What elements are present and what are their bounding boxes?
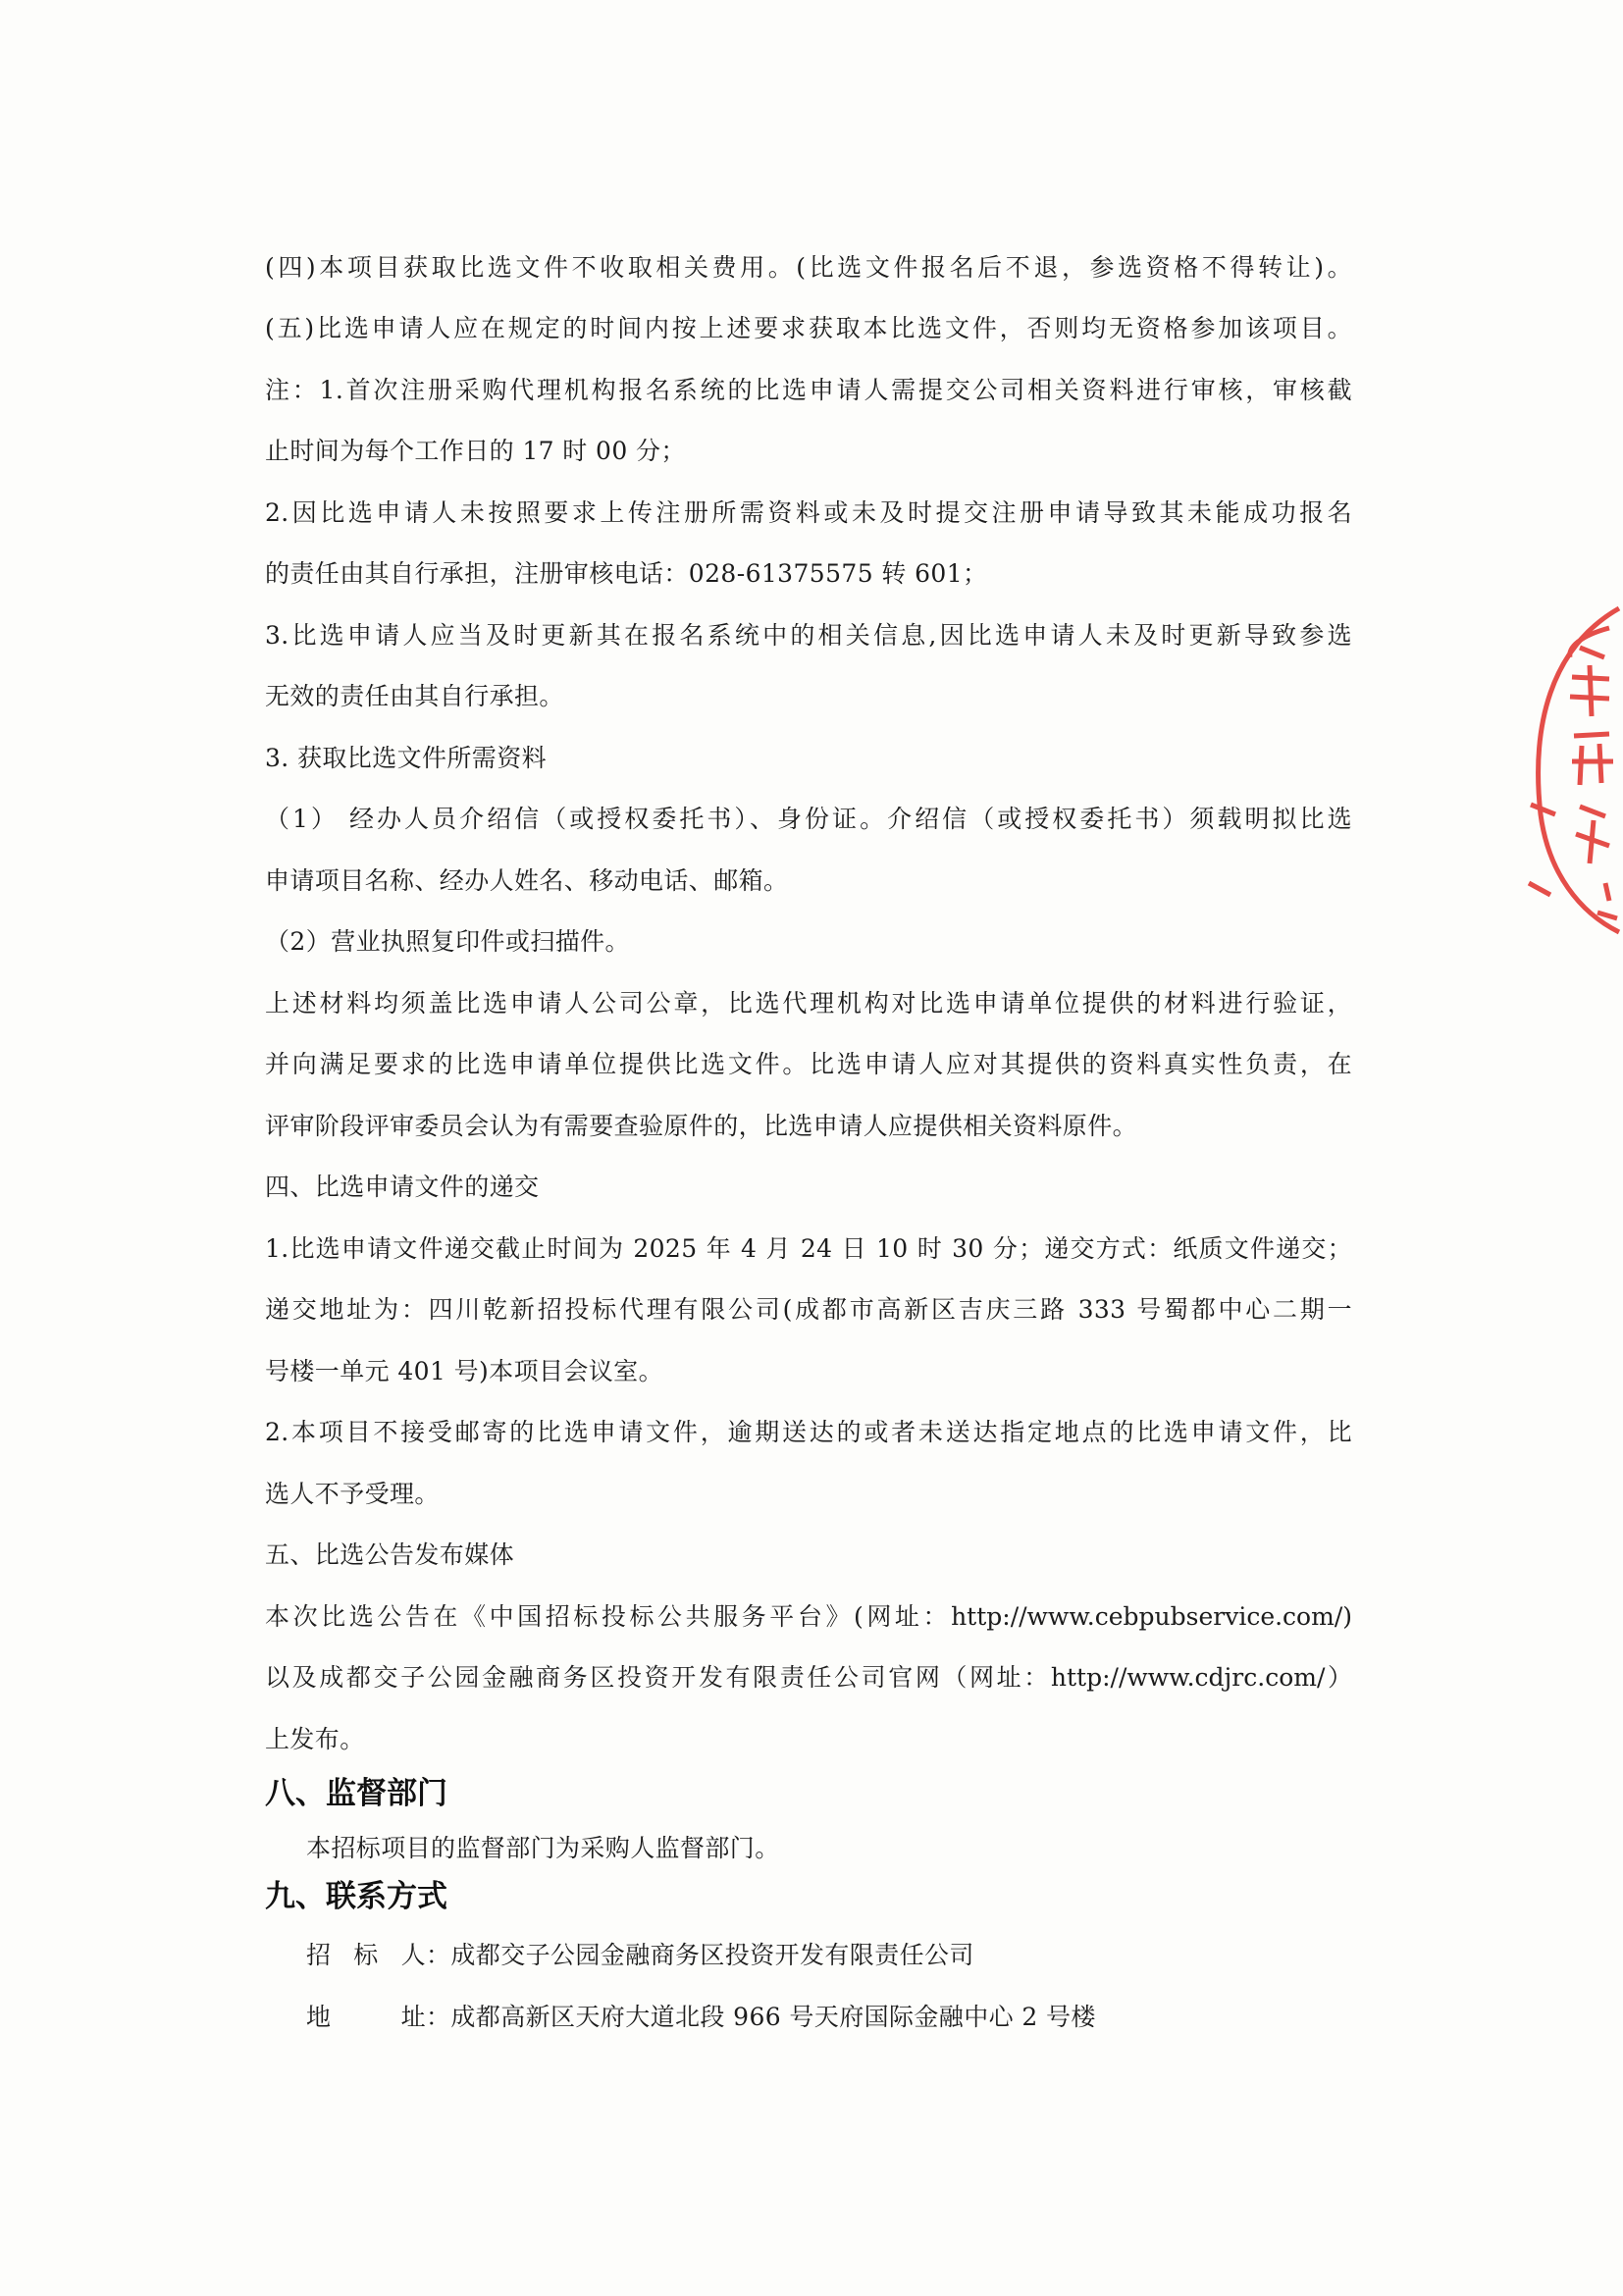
paragraph-line: 上述材料均须盖比选申请人公司公章，比选代理机构对比选申请单位提供的材料进行验证， bbox=[265, 989, 1352, 1018]
contact-label: 招标人 bbox=[306, 1941, 426, 1969]
paragraph-line: 选人不予受理。 bbox=[265, 1480, 440, 1508]
paragraph-line: (四)本项目获取比选文件不收取相关费用。(比选文件报名后不退，参选资格不得转让)。 bbox=[265, 253, 1352, 282]
paragraph-line: 本次比选公告在《中国招标投标公共服务平台》(网址：http://www.cebpubservice.com/) bbox=[265, 1602, 1352, 1631]
paragraph-line: 1.比选申请文件递交截止时间为 2025 年 4 月 24 日 10 时 30 分；递交方式：纸质文件递交； bbox=[265, 1234, 1352, 1263]
official-seal-stamp-icon bbox=[1511, 589, 1623, 942]
paragraph-line: 递交地址为：四川乾新招投标代理有限公司(成都市高新区吉庆三路 333 号蜀都中心二期一 bbox=[265, 1295, 1352, 1324]
contact-label: 地址 bbox=[306, 2003, 426, 2031]
paragraph-line: 注：1.首次注册采购代理机构报名系统的比选申请人需提交公司相关资料进行审核，审核截 bbox=[265, 376, 1352, 404]
paragraph-line: 3.比选申请人应当及时更新其在报名系统中的相关信息,因比选申请人未及时更新导致参选 bbox=[265, 621, 1352, 650]
paragraph-line: 的责任由其自行承担，注册审核电话：028-61375575 转 601； bbox=[265, 559, 988, 588]
paragraph-line: (五)比选申请人应在规定的时间内按上述要求获取本比选文件，否则均无资格参加该项目。 bbox=[265, 314, 1352, 342]
contact-row-address bbox=[306, 2001, 1287, 2034]
paragraph-line: （1） 经办人员介绍信（或授权委托书）、身份证。介绍信（或授权委托书）须载明拟比选 bbox=[265, 805, 1352, 833]
paragraph-line: 评审阶段评审委员会认为有需要查验原件的，比选申请人应提供相关资料原件。 bbox=[265, 1112, 1138, 1140]
paragraph-line: 并向满足要求的比选申请单位提供比选文件。比选申请人应对其提供的资料真实性负责，在 bbox=[265, 1050, 1352, 1078]
subheading-line: 五、比选公告发布媒体 bbox=[265, 1540, 515, 1569]
section-heading-supervision: 八、监督部门 bbox=[265, 1776, 447, 1811]
contact-value: ：成都高新区天府大道北段 966 号天府国际金融中心 2 号楼 bbox=[426, 2003, 1096, 2031]
section-heading-contact: 九、联系方式 bbox=[265, 1879, 447, 1914]
paragraph-line: 申请项目名称、经办人姓名、移动电话、邮箱。 bbox=[265, 866, 789, 895]
contact-value: ：成都交子公园金融商务区投资开发有限责任公司 bbox=[426, 1941, 974, 1969]
paragraph-line: 以及成都交子公园金融商务区投资开发有限责任公司官网（网址：http://www.cdjrc.com/） bbox=[265, 1663, 1352, 1692]
contact-row-tenderer bbox=[306, 1939, 1287, 1972]
paragraph-line: 无效的责任由其自行承担。 bbox=[265, 682, 564, 710]
supervision-text: 本招标项目的监督部门为采购人监督部门。 bbox=[306, 1834, 780, 1862]
subheading-line: 3. 获取比选文件所需资料 bbox=[265, 744, 548, 772]
paragraph-line: （2）营业执照复印件或扫描件。 bbox=[265, 927, 630, 956]
subheading-line: 四、比选申请文件的递交 bbox=[265, 1173, 540, 1201]
paragraph-line: 号楼一单元 401 号)本项目会议室。 bbox=[265, 1357, 663, 1385]
paragraph-line: 2.因比选申请人未按照要求上传注册所需资料或未及时提交注册申请导致其未能成功报名 bbox=[265, 498, 1352, 527]
paragraph-line: 2.本项目不接受邮寄的比选申请文件，逾期送达的或者未送达指定地点的比选申请文件，比 bbox=[265, 1418, 1352, 1446]
paragraph-line: 上发布。 bbox=[265, 1725, 365, 1753]
paragraph-line: 止时间为每个工作日的 17 时 00 分； bbox=[265, 437, 686, 465]
